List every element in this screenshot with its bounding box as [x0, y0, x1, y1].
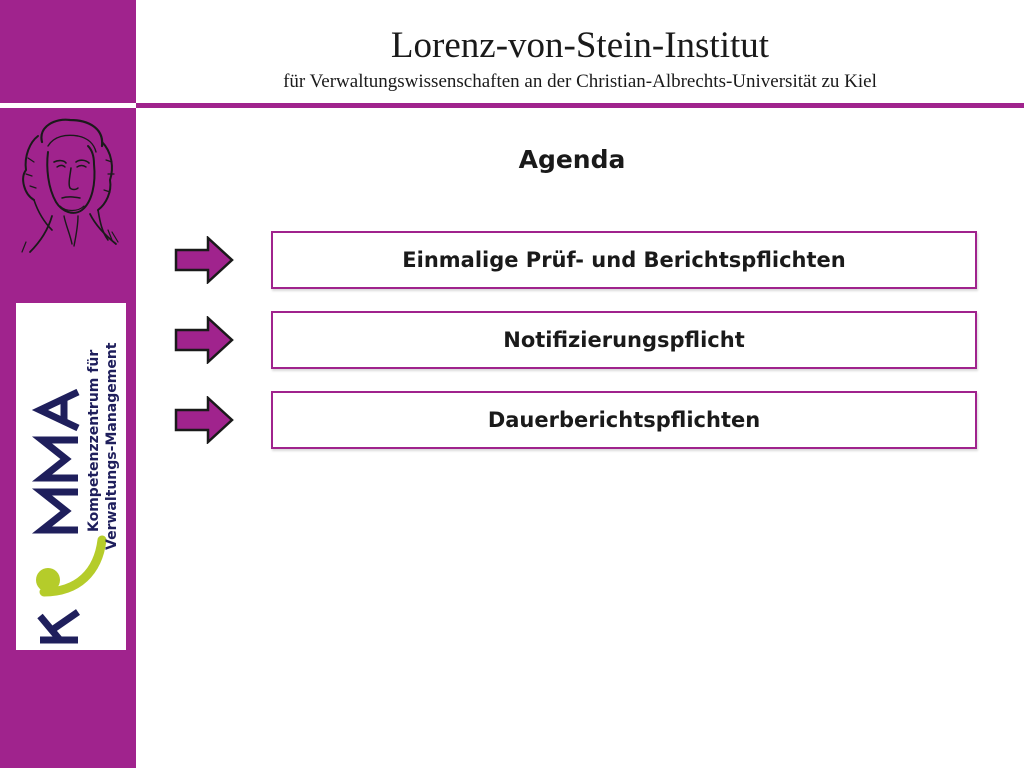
agenda-item-label: Dauerberichtspflichten — [487, 408, 761, 432]
agenda-item-einmalige-pruef[interactable] — [271, 231, 977, 289]
header-rule — [136, 103, 1024, 108]
header-title: Lorenz-von-Stein-Institut — [390, 25, 770, 66]
logo-text-line1: Kompetenzzentrum für — [86, 349, 102, 532]
logo-comma-mark — [36, 540, 102, 592]
agenda-item-notifizierung[interactable] — [271, 311, 977, 369]
logo-letters-mma — [40, 392, 78, 530]
portrait-sketch-image — [8, 112, 130, 260]
logo-text-line2: Verwaltungs-Management — [104, 342, 120, 550]
agenda-item-label: Einmalige Prüf- und Berichtspflichten — [402, 248, 846, 272]
logo-letter-k — [40, 612, 78, 640]
sidebar-divider — [0, 103, 136, 108]
agenda-item-label: Notifizierungspflicht — [503, 328, 745, 352]
arrow-right-icon — [174, 236, 234, 284]
komma-logo — [16, 303, 126, 650]
arrow-right-icon — [174, 316, 234, 364]
agenda-title: Agenda — [518, 145, 626, 174]
arrow-right-icon — [174, 396, 234, 444]
header-subtitle: für Verwaltungswissenschaften an der Christian-Albrechts-Universität zu Kiel — [283, 71, 877, 92]
agenda-item-dauerbericht[interactable] — [271, 391, 977, 449]
